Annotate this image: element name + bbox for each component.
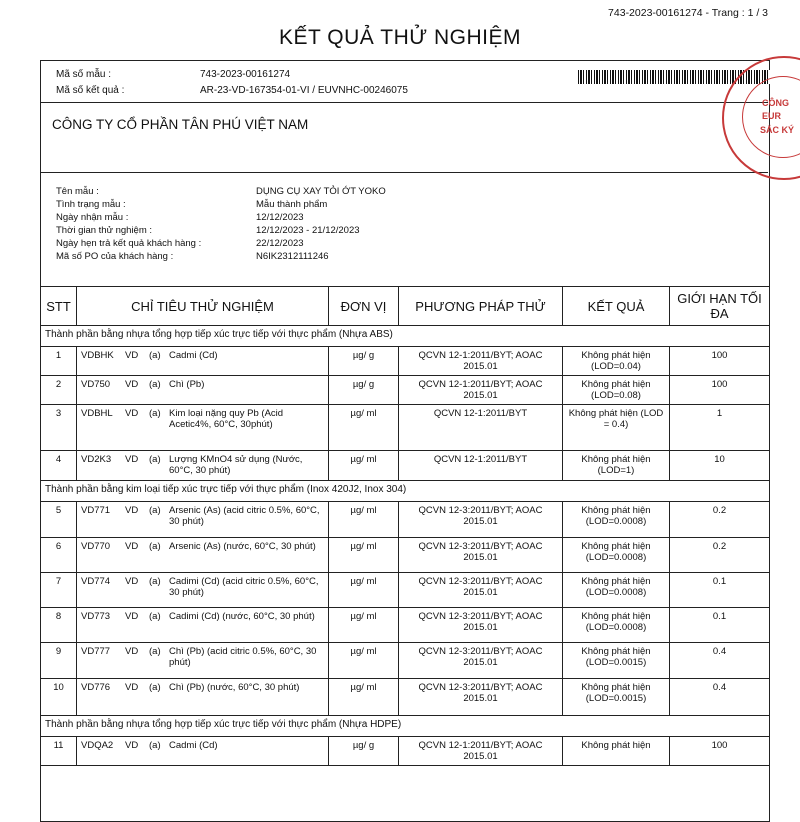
parameter-name: Chì (Pb) (nước, 60°C, 30 phút) <box>169 682 300 693</box>
cell-result: Không phát hiện (LOD = 0.4) <box>563 405 670 451</box>
cell-method: QCVN 12-3:2011/BYT; AOAC 2015.01 <box>399 643 563 679</box>
test-code: VDBHL <box>81 408 113 419</box>
cell-unit: µg/ ml <box>329 405 399 451</box>
cell-method: QCVN 12-3:2011/BYT; AOAC 2015.01 <box>399 679 563 716</box>
parameter-line <box>81 505 324 527</box>
info-label: Ngày nhận mẫu : <box>56 212 129 223</box>
cell-parameter <box>77 573 329 608</box>
cell-stt: 3 <box>41 405 77 451</box>
test-code: VDBHK <box>81 350 114 361</box>
section-row <box>41 716 770 737</box>
info-value: DỤNG CỤ XAY TỎI ỚT YOKO <box>256 186 386 197</box>
cell-limit: 0.1 <box>670 573 770 608</box>
section-title: Thành phần bằng nhựa tổng hợp tiếp xúc trực tiếp với thực phẩm (Nhựa HDPE) <box>41 716 770 737</box>
cell-method: QCVN 12-1:2011/BYT <box>399 451 563 481</box>
lab-tag: VD <box>125 408 139 419</box>
parameter-name: Lượng KMnO4 sử dụng (Nước, 60°C, 30 phút) <box>169 454 303 476</box>
lab-tag: VD <box>125 505 139 516</box>
accreditation-mark: (a) <box>149 576 161 587</box>
table-row <box>41 538 770 573</box>
section-title: Thành phần bằng nhựa tổng hợp tiếp xúc trực tiếp với thực phẩm (Nhựa ABS) <box>41 326 770 347</box>
accreditation-mark: (a) <box>149 740 161 751</box>
cell-unit: µg/ ml <box>329 643 399 679</box>
cell-stt: 10 <box>41 679 77 716</box>
header-limit: GIỚI HẠN TỐI ĐA <box>670 287 770 326</box>
cell-method: QCVN 12-3:2011/BYT; AOAC 2015.01 <box>399 608 563 643</box>
results-table <box>40 286 770 766</box>
table-row <box>41 573 770 608</box>
parameter-name: Cadmi (Cd) <box>169 350 218 361</box>
cell-method: QCVN 12-1:2011/BYT <box>399 405 563 451</box>
cell-parameter <box>77 737 329 766</box>
cell-unit: µg/ ml <box>329 538 399 573</box>
info-label: Tên mẫu : <box>56 186 99 197</box>
cell-unit: µg/ ml <box>329 502 399 538</box>
cell-result: Không phát hiện (LOD=0.04) <box>563 347 670 376</box>
cell-result: Không phát hiện <box>563 737 670 766</box>
parameter-line <box>81 454 324 476</box>
test-code: VD2K3 <box>81 454 112 465</box>
info-value: Mẫu thành phẩm <box>256 199 328 210</box>
table-row <box>41 376 770 405</box>
page-title: KẾT QUẢ THỬ NGHIỆM <box>278 26 522 49</box>
divider <box>40 102 768 103</box>
cell-parameter <box>77 405 329 451</box>
cell-limit: 0.1 <box>670 608 770 643</box>
cell-stt: 7 <box>41 573 77 608</box>
header-unit: ĐƠN VỊ <box>329 287 399 326</box>
cell-method: QCVN 12-3:2011/BYT; AOAC 2015.01 <box>399 573 563 608</box>
cell-result: Không phát hiện (LOD=0.0015) <box>563 679 670 716</box>
cell-parameter <box>77 608 329 643</box>
lab-tag: VD <box>125 454 139 465</box>
test-code: VD771 <box>81 505 111 516</box>
cell-unit: µg/ g <box>329 737 399 766</box>
cell-method: QCVN 12-1:2011/BYT; AOAC 2015.01 <box>399 376 563 405</box>
cell-unit: µg/ ml <box>329 679 399 716</box>
test-code: VD774 <box>81 576 111 587</box>
cell-parameter <box>77 679 329 716</box>
table-row <box>41 405 770 451</box>
table-row <box>41 643 770 679</box>
info-value: 12/12/2023 <box>256 212 304 223</box>
cell-method: QCVN 12-3:2011/BYT; AOAC 2015.01 <box>399 502 563 538</box>
header-stt: STT <box>41 287 77 326</box>
lab-tag: VD <box>125 682 139 693</box>
cell-stt: 9 <box>41 643 77 679</box>
divider <box>40 172 768 173</box>
lab-tag: VD <box>125 350 139 361</box>
lab-tag: VD <box>125 379 139 390</box>
cell-stt: 1 <box>41 347 77 376</box>
cell-stt: 6 <box>41 538 77 573</box>
cell-stt: 5 <box>41 502 77 538</box>
parameter-line <box>81 541 324 552</box>
parameter-name: Arsenic (As) (acid citric 0.5%, 60°C, 30 phút) <box>169 505 320 527</box>
cell-result: Không phát hiện (LOD=0.0008) <box>563 538 670 573</box>
cell-result: Không phát hiện (LOD=1) <box>563 451 670 481</box>
parameter-name: Cadimi (Cd) (acid citric 0.5%, 60°C, 30 phút) <box>169 576 319 598</box>
cell-unit: µg/ g <box>329 347 399 376</box>
test-code: VD777 <box>81 646 111 657</box>
lab-tag: VD <box>125 646 139 657</box>
cell-unit: µg/ ml <box>329 451 399 481</box>
header-result: KẾT QUẢ <box>563 287 670 326</box>
accreditation-mark: (a) <box>149 505 161 516</box>
cell-limit: 10 <box>670 451 770 481</box>
parameter-line <box>81 682 324 693</box>
company-name: CÔNG TY CỔ PHẦN TÂN PHÚ VIỆT NAM <box>52 117 309 132</box>
info-label: Mã số PO của khách hàng : <box>56 251 174 262</box>
result-code-label: Mã số kết quả : <box>56 85 125 96</box>
table-row <box>41 347 770 376</box>
cell-limit: 0.2 <box>670 502 770 538</box>
lab-tag: VD <box>125 541 139 552</box>
section-title: Thành phần bằng kim loại tiếp xúc trực tiếp với thực phẩm (Inox 420J2, Inox 304) <box>41 481 770 502</box>
cell-unit: µg/ ml <box>329 608 399 643</box>
info-label: Ngày hẹn trả kết quả khách hàng : <box>56 238 202 249</box>
table-row <box>41 451 770 481</box>
accreditation-mark: (a) <box>149 611 161 622</box>
cell-method: QCVN 12-1:2011/BYT; AOAC 2015.01 <box>399 737 563 766</box>
info-value: 12/12/2023 - 21/12/2023 <box>256 225 360 236</box>
cell-limit: 0.2 <box>670 538 770 573</box>
accreditation-mark: (a) <box>149 350 161 361</box>
parameter-name: Kim loại nặng quy Pb (Acid Acetic4%, 60°C, 30phút) <box>169 408 284 430</box>
cell-limit: 0.4 <box>670 679 770 716</box>
section-row <box>41 326 770 347</box>
cell-limit: 100 <box>670 737 770 766</box>
cell-parameter <box>77 502 329 538</box>
lab-tag: VD <box>125 740 139 751</box>
cell-limit: 100 <box>670 376 770 405</box>
accreditation-mark: (a) <box>149 682 161 693</box>
info-label: Tình trạng mẫu : <box>56 199 126 210</box>
header-parameter: CHỈ TIÊU THỬ NGHIỆM <box>77 287 329 326</box>
result-code-value: AR-23-VD-167354-01-VI / EUVNHC-00246075 <box>200 85 408 96</box>
accreditation-mark: (a) <box>149 646 161 657</box>
cell-method: QCVN 12-1:2011/BYT; AOAC 2015.01 <box>399 347 563 376</box>
cell-parameter <box>77 376 329 405</box>
accreditation-mark: (a) <box>149 379 161 390</box>
accreditation-mark: (a) <box>149 408 161 419</box>
stamp-text: CÔNG <box>762 98 789 108</box>
cell-parameter <box>77 643 329 679</box>
test-code: VD750 <box>81 379 111 390</box>
cell-unit: µg/ ml <box>329 573 399 608</box>
parameter-name: Cadmi (Cd) <box>169 740 218 751</box>
parameter-line <box>81 611 324 622</box>
table-header-row <box>41 287 770 326</box>
stamp-text: SẮC KÝ <box>760 125 795 135</box>
parameter-line <box>81 740 324 751</box>
parameter-name: Arsenic (As) (nước, 60°C, 30 phút) <box>169 541 316 552</box>
table-row <box>41 502 770 538</box>
table-row <box>41 679 770 716</box>
page-reference: 743-2023-00161274 - Trang : 1 / 3 <box>608 7 768 19</box>
table-row <box>41 608 770 643</box>
cell-result: Không phát hiện (LOD=0.0008) <box>563 573 670 608</box>
sample-code-value: 743-2023-00161274 <box>200 69 291 80</box>
lab-tag: VD <box>125 576 139 587</box>
header-method: PHƯƠNG PHÁP THỬ <box>399 287 563 326</box>
cell-unit: µg/ g <box>329 376 399 405</box>
section-row <box>41 481 770 502</box>
parameter-name: Cadimi (Cd) (nước, 60°C, 30 phút) <box>169 611 315 622</box>
cell-parameter <box>77 347 329 376</box>
cell-stt: 4 <box>41 451 77 481</box>
accreditation-mark: (a) <box>149 454 161 465</box>
stamp-text: EUR <box>762 111 782 121</box>
cell-stt: 2 <box>41 376 77 405</box>
accreditation-mark: (a) <box>149 541 161 552</box>
cell-limit: 100 <box>670 347 770 376</box>
cell-parameter <box>77 451 329 481</box>
info-value: 22/12/2023 <box>256 238 304 249</box>
sample-code-label: Mã số mẫu : <box>56 69 112 80</box>
test-code: VDQA2 <box>81 740 114 751</box>
cell-method: QCVN 12-3:2011/BYT; AOAC 2015.01 <box>399 538 563 573</box>
cell-result: Không phát hiện (LOD=0.0015) <box>563 643 670 679</box>
cell-result: Không phát hiện (LOD=0.08) <box>563 376 670 405</box>
parameter-line <box>81 408 324 430</box>
table-row <box>41 737 770 766</box>
cell-stt: 11 <box>41 737 77 766</box>
cell-limit: 1 <box>670 405 770 451</box>
cell-result: Không phát hiện (LOD=0.0008) <box>563 608 670 643</box>
test-code: VD773 <box>81 611 111 622</box>
parameter-name: Chì (Pb) (acid citric 0.5%, 60°C, 30 phút) <box>169 646 317 668</box>
cell-limit: 0.4 <box>670 643 770 679</box>
cell-parameter <box>77 538 329 573</box>
cell-result: Không phát hiện (LOD=0.0008) <box>563 502 670 538</box>
test-code: VD770 <box>81 541 111 552</box>
parameter-line <box>81 576 324 598</box>
parameter-line <box>81 379 324 390</box>
info-value: N6IK2312111246 <box>256 251 329 262</box>
parameter-name: Chì (Pb) <box>169 379 205 390</box>
info-label: Thời gian thử nghiệm : <box>56 225 153 236</box>
lab-tag: VD <box>125 611 139 622</box>
parameter-line <box>81 350 324 361</box>
parameter-line <box>81 646 324 668</box>
cell-stt: 8 <box>41 608 77 643</box>
test-code: VD776 <box>81 682 111 693</box>
